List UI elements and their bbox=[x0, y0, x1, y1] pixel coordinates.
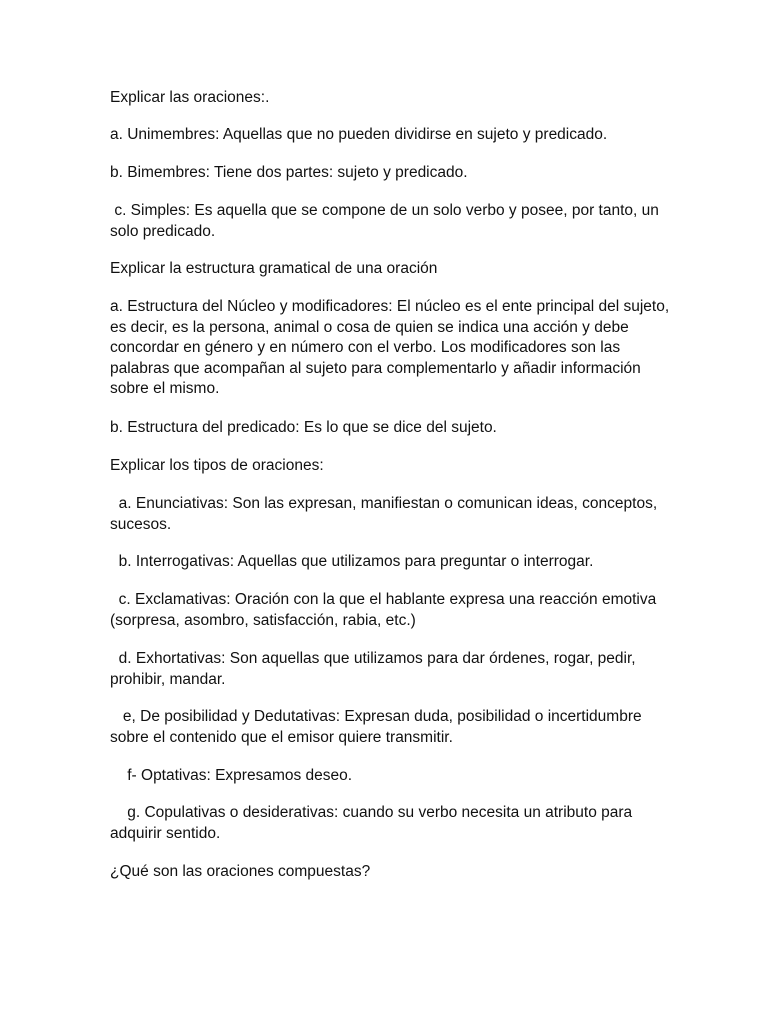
heading-explicar-oraciones: Explicar las oraciones:. bbox=[110, 89, 270, 106]
paragraph-bimembres: b. Bimembres: Tiene dos partes: sujeto y predicado. bbox=[110, 164, 468, 181]
paragraph-exhortativas: d. Exhortativas: Son aquellas que utilizamos para dar órdenes, rogar, pedir, prohibir, mandar. bbox=[110, 650, 640, 688]
heading-estructura-gramatical: Explicar la estructura gramatical de una oración bbox=[110, 260, 438, 277]
paragraph-unimembres: a. Unimembres: Aquellas que no pueden dividirse en sujeto y predicado. bbox=[110, 126, 608, 143]
paragraph-estructura-predicado: b. Estructura del predicado: Es lo que se dice del sujeto. bbox=[110, 419, 497, 436]
paragraph-simples: c. Simples: Es aquella que se compone de un solo verbo y posee, por tanto, un solo predicado. bbox=[110, 202, 664, 240]
paragraph-exclamativas: c. Exclamativas: Oración con la que el hablante expresa una reacción emotiva (sorpresa, asombro, satisfacción, rabia, etc.) bbox=[110, 591, 661, 629]
paragraph-posibilidad-dedutativas: e, De posibilidad y Dedutativas: Expresan duda, posibilidad o incertidumbre sobre el contenido que el emisor quiere transmitir. bbox=[110, 708, 646, 746]
paragraph-enunciativas: a. Enunciativas: Son las expresan, manifiestan o comunican ideas, conceptos, sucesos. bbox=[110, 495, 662, 533]
heading-oraciones-compuestas: ¿Qué son las oraciones compuestas? bbox=[110, 863, 371, 880]
paragraph-nucleo-modificadores: a. Estructura del Núcleo y modificadores: El núcleo es el ente principal del sujeto, es decir, es la persona, animal o cosa de quien se indica una acción y debe concordar en género y en número con el verbo. Los modificadores son las palabras que acompañan al sujeto para complementarlo y añadir información sobre el mismo. bbox=[110, 298, 674, 397]
paragraph-copulativas: g. Copulativas o desiderativas: cuando su verbo necesita un atributo para adquirir sentido. bbox=[110, 804, 637, 842]
heading-tipos-oraciones: Explicar los tipos de oraciones: bbox=[110, 457, 324, 474]
paragraph-optativas: f- Optativas: Expresamos deseo. bbox=[110, 767, 353, 784]
paragraph-interrogativas: b. Interrogativas: Aquellas que utilizamos para preguntar o interrogar. bbox=[110, 553, 594, 570]
